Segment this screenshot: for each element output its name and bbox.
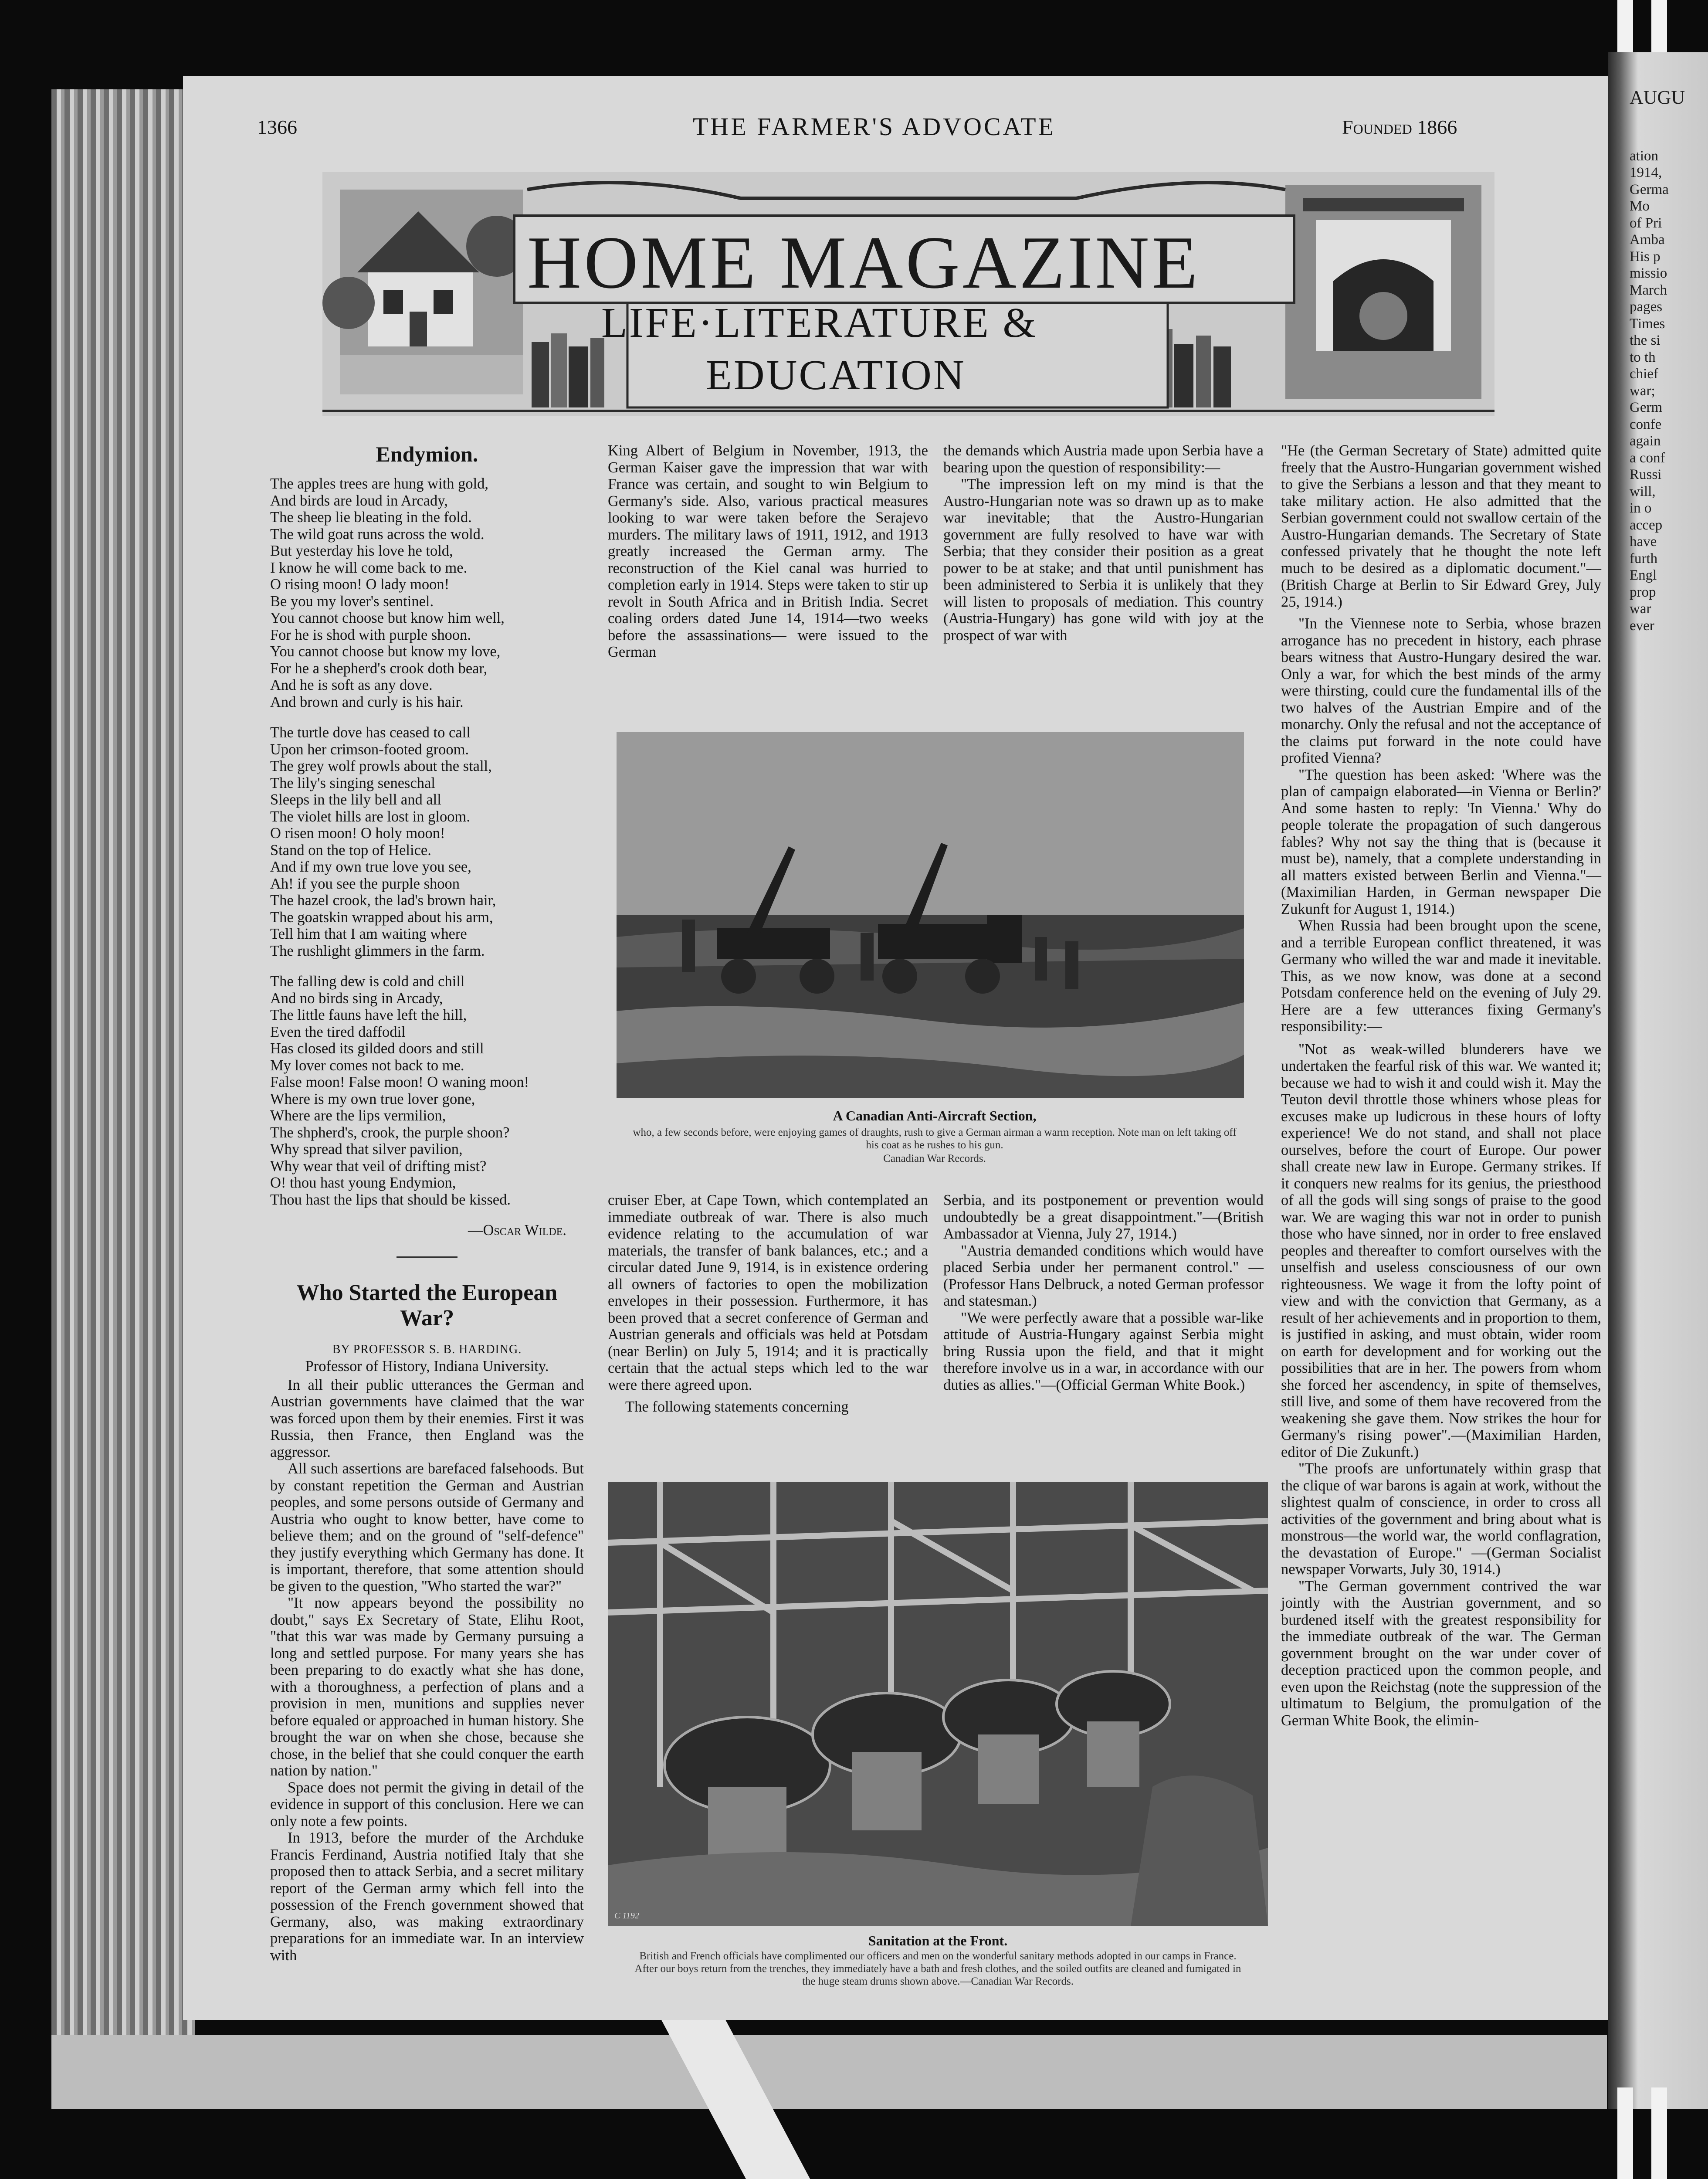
article-paragraph: "Not as weak-willed blunderers have we undertaken the fearful risk of this war. We wanted it; because we had to wish it and could wish it. May the Teuton devil throttle those whiners whose pleas for excuses make up ludicrous in these hours of lofty experience! We do not stand, and shall not place ourselves, before the court of Europe. Our power shall create new law in Europe. Germany strikes. If it conquers new realms for its genius, the priesthood of all the gods will sing songs of praise to the good war. We are waging this war not in order to punish those who have sinned, nor in order to free enslaved peoples and thereafter to comfort ourselves with the unselfish and useless consciousness of our own righteousness. We wage it from the lofty point of view and with the conviction that Germany, as a result of her achievements and in proportion to them, is justified in asking, and must obtain, wider room on earth for development and for working out the possibilities that are in her. The powers from whom she forced her ascendency, in spite of themselves, still live, and some of them have recovered from the weakening she gave them. Now strikes the hour for Germany's rising power".—(Maximilian Harden, editor of Die Zukunft.) [1281,1041,1601,1460]
article-paragraph: "We were perfectly aware that a possible war-like attitude of Austria-Hungary against Serbia might bring Russia upon the field, and that it might therefore involve us in a war, in accordance with our duties as allies."—(Official German White Book.) [943,1309,1264,1393]
figure-title: Sanitation at the Front. [868,1933,1008,1948]
article-paragraph: the demands which Austria made upon Serbia have a bearing upon the question of responsibility:— [943,442,1264,476]
article-paragraph: In all their public utterances the German and Austrian governments have claimed that the war was forced upon them by their enemies. First it was Russia, then France, then England was the aggressor. [270,1376,584,1460]
article-title: Who Started the European War? [296,1280,558,1330]
adjacent-page-line: Amba [1630,232,1665,248]
poem-line: For he is shod with purple shoon. [270,626,471,643]
poem-line: False moon! False moon! O waning moon! [270,1074,529,1090]
poem-line: But yesterday his love he told, [270,543,453,559]
poem-stanza-2 [270,724,584,959]
poem-line: The goatskin wrapped about his arm, [270,909,493,926]
poem-line: The turtle dove has ceased to call [270,724,471,741]
sanitation-scene [608,1482,1268,1926]
poem-line: Where are the lips vermilion, [270,1107,446,1124]
founded-label [1342,115,1457,139]
poem-stanza-3 [270,973,584,1208]
poem-line: Why wear that veil of drifting mist? [270,1157,487,1174]
adjacent-page-line: prop [1630,584,1656,600]
adjacent-page [1608,52,1708,2109]
adjacent-page-line: a conf [1630,450,1665,466]
poem-line: My lover comes not back to me. [270,1057,464,1074]
scanner-bar [1651,2087,1667,2179]
poem-line: Where is my own true lover gone, [270,1090,475,1107]
adjacent-page-line: 1914, [1630,165,1662,180]
poem-line: Stand on the top of Helice. [270,842,431,859]
column-2-middle [608,1192,928,1415]
article-paragraph: "The proofs are unfortunately within grasp that the clique of war barons is again at work, without the slightest qualm of conscience, in order to cross all activities of the government and bring about what is monstrous—the world war, the world conflagration, the devastation of Europe." —(German Socialist newspaper Vorwarts, July 30, 1914.) [1281,1460,1601,1578]
poem-line: Even the tired daffodil [270,1023,406,1040]
adjacent-page-line: Mo [1630,198,1650,214]
adjacent-page-line: war; [1630,383,1655,399]
article-paragraph: Serbia, and its postponement or prevention would undoubtedly be a great disappointment."—(British Ambassador at Vienna, July 27, 1914.) [943,1192,1264,1242]
article-paragraph: All such assertions are barefaced falsehoods. But by constant repetition the German and Austrian peoples, and some persons outside of Germany and Austria who ought to know better, have come to believe them; and on the ground of "self-defence" they justify everything which Germany has done. It is important, therefore, that some attention should be given to the question, "Who started the war?" [270,1460,584,1595]
poem-line: The apples trees are hung with gold, [270,475,489,492]
founded-word: Founded [1342,116,1412,138]
poem-line: And if my own true love you see, [270,859,471,875]
book-bottom-edge [51,2035,1607,2109]
article-paragraph: "The impression left on my mind is that the Austro-Hungarian note was so drawn up as to make war inevitable; that the Austro-Hungarian government are fully resolved to have war with Serbia; that they consider their position as a great power to be at stake; and that until punishment has been administered to Serbia it is unlikely that they will listen to proposals of mediation. This country (Austria-Hungary) has gone wild with joy at the prospect of war with [943,476,1264,644]
article-byline: BY PROFESSOR S. B. HARDING. [332,1342,522,1356]
column-2-top [608,442,928,661]
article-paragraph: Space does not permit the giving in detail of the evidence in support of this conclusion. Here we can only note a few points. [270,1779,584,1829]
poem-line: O risen moon! O holy moon! [270,825,445,842]
section-divider [396,1256,458,1258]
magazine-page [183,76,1608,2020]
poem-line: The violet hills are lost in gloom. [270,808,470,825]
article-paragraph: "In the Viennese note to Serbia, whose brazen arrogance has no precedent in history, each phrase bears witness that Austro-Hungary desired the war. Only a war, for which the best minds of the army were thirsting, could cure the fundamental ills of the two halves of the Austrian Empire and of the monarchy. Only the refusal and not the acceptance of the claims put forward in the note could have profited Vienna? [1281,615,1601,766]
poem-line: The sheep lie bleating in the fold. [270,509,472,526]
adjacent-page-line: Engl [1630,567,1657,583]
adjacent-page-line: ever [1630,618,1654,634]
poem-line: You cannot choose but know my love, [270,643,501,660]
column-3-middle [943,1192,1264,1393]
adjacent-page-line: have [1630,534,1657,550]
poem-line: And brown and curly is his hair. [270,693,464,710]
poem-line: Upon her crimson-footed groom. [270,741,469,758]
poem-line: O! thou hast young Endymion, [270,1174,456,1191]
poem-line: Sleeps in the lily bell and all [270,791,441,808]
poem-line: The rushlight glimmers in the farm. [270,942,485,959]
poem-line: The grey wolf prowls about the stall, [270,758,492,774]
adjacent-page-line: missio [1630,265,1667,281]
poem-line: The shpherd's, crook, the purple shoon? [270,1124,510,1141]
poem-attribution: —Oscar Wilde. [468,1222,566,1239]
article-paragraph: King Albert of Belgium in November, 1913, the German Kaiser gave the impression that war with France was certain, and sought to win Belgium to Germany's side. Also, various practical measures looking to war were taken before the Serajevo murders. The military laws of 1911, 1912, and 1913 greatly increased the German army. The reconstruction of the Kiel canal was hurried to completion early in 1914. Steps were taken to stir up revolt in South Africa and in British India. Secret coaling orders dated June 14, 1914—two weeks before the assassinations— were issued to the German [608,442,928,660]
anti-aircraft-scene [617,732,1244,1098]
photo-anti-aircraft-guns [617,732,1244,1098]
adjacent-page-line: March [1630,282,1667,298]
scanner-bar [1617,2087,1633,2179]
article-paragraph: "It now appears beyond the possibility no doubt," says Ex Secretary of State, Elihu Root, "that this war was made by Germany pursuing a long and settled purpose. For many years she has been preparing to do exactly what she has done, with a thoroughness, a perfection of plans and a provision in men, munitions and supplies never before equaled or approached in human history. She brought the war on when she chose, because she chose, in the belief that she could conquer the earth nation by nation." [270,1595,584,1779]
poem-line: The hazel crook, the lad's brown hair, [270,892,496,909]
poem-line: And birds are loud in Arcady, [270,492,448,509]
poem-line: Ah! if you see the purple shoon [270,875,460,892]
adjacent-page-line: confe [1630,416,1662,432]
plate-number: C 1192 [614,1911,639,1921]
column-3-top [943,442,1264,644]
running-head: THE FARMER'S ADVOCATE [693,112,1056,141]
adjacent-page-line: in o [1630,500,1652,516]
adjacent-page-line: pages [1630,299,1663,315]
poem-line: Thou hast the lips that should be kissed. [270,1191,511,1208]
column-1 [270,442,584,1964]
scanner-bar [1651,0,1667,52]
adjacent-page-fragments [1630,87,1685,634]
poem-line: The wild goat runs across the wold. [270,526,485,543]
figure-caption: who, a few seconds before, were enjoying games of draughts, rush to give a German airman a warm reception. Note man on left taking off his coat as he rushes to his gun. [633,1127,1237,1151]
poem-line: Has closed its gilded doors and still [270,1040,484,1057]
figure-anti-aircraft [610,732,1259,1255]
article-paragraph: The following statements concerning [625,1398,849,1415]
adjacent-page-header: AUGU [1630,87,1685,108]
adjacent-page-line: war [1630,601,1651,617]
poem-line: I know he will come back to me. [270,559,468,576]
adjacent-page-line: Germ [1630,400,1663,415]
home-magazine-masthead [322,172,1494,416]
poem-line: O rising moon! O lady moon! [270,576,450,593]
poem-line: The lily's singing seneschal [270,774,435,791]
poem-line: You cannot choose but know him well, [270,610,505,626]
article-paragraph: "Austria demanded conditions which would have placed Serbia under her permanent control." —(Professor Hans Delbruck, a noted German professor and statesman.) [943,1242,1264,1309]
article-paragraph: When Russia had been brought upon the scene, and a terrible European conflict threatened, it was Germany who willed the war and made it inevitable. This, as we now know, was done at a second Potsdam conference held on the evening of July 29. Here are a few utterances fixing Germany's responsibility:— [1281,917,1601,1035]
poem-line: And no birds sing in Arcady, [270,990,443,1007]
article-paragraph: "The question has been asked: 'Where was the plan of campaign elaborated—in Vienna or Berlin?' And some hasten to reply: 'In Vienna.' Why do people tolerate the propagation of such dangerous fables? Why not say the thing that is (because it must be), namely, that a complete understanding in all matters existed between Berlin and Vienna."—(Maximilian Harden, in German newspaper Die Zukunft for August 1, 1914.) [1281,766,1601,917]
figure-caption: British and French officials have complimented our officers and men on the wonderful sanitary methods adopted in our camps in France. After our boys return from the trenches, they immediately have a bath and fresh clothes, and the soiled outfits are cleaned and fumigated in the huge steam drums shown above.—Canadian War Records. [634,1950,1241,1987]
masthead-subtitle-line1: LIFE·LITERATURE & [601,299,1038,346]
adjacent-page-line: again [1630,433,1661,449]
photo-steam-drums [608,1482,1268,1926]
book-page-edges [51,89,195,2107]
article-paragraph: "The German government contrived the war jointly with the Austrian government, and so burdened itself with the greatest responsibility for the immediate outbreak of the war. The German government brought on the war under cover of deception practiced upon the common people, and even upon the Reichstag (note the suppression of the ultimatum to Belgium, the promulgation of the German White Book, the elimin- [1281,1578,1601,1729]
figure-credit: Canadian War Records. [883,1153,986,1164]
adjacent-page-line: the si [1630,333,1661,348]
poem-line: Be you my lover's sentinel. [270,593,434,610]
adjacent-page-line: Russi [1630,467,1662,482]
adjacent-page-line: to th [1630,349,1656,365]
page-number: 1366 [257,116,297,138]
poem-line: The little fauns have left the hill, [270,1007,467,1023]
poem-line: And he is soft as any dove. [270,677,433,693]
scanner-bar [1617,0,1633,52]
adjacent-page-line: Times [1630,316,1665,332]
poem-title: Endymion. [376,442,478,466]
poem-line: Why spread that silver pavilion, [270,1141,463,1157]
column-4 [1281,442,1601,1729]
adjacent-page-line: chief [1630,366,1658,382]
article-paragraph: In 1913, before the murder of the Archduke Francis Ferdinand, Austria notified Italy that she proposed then to attack Serbia, and a secret military report of the German army which fell into the possession of the French government showed that Germany, also, was making extraordinary preparations for an immediate war. In an interview with [270,1829,584,1964]
article-affiliation: Professor of History, Indiana University. [305,1358,549,1375]
figure-sanitation [608,1482,1268,2005]
article-paragraph: cruiser Eber, at Cape Town, which contemplated an immediate outbreak of war. There is also much evidence relating to the accumulation of war materials, the transfer of bank balances, etc.; and a circular dated June 9, 1914, is in existence ordering all owners of factories to open the mobilization envelopes in their possession. Furthermore, it has been proved that a secret conference of German and Austrian generals and officials was held at Potsdam (near Berlin) on July 5, 1914; and it is practically certain that the actual steps which led to the war were there agreed upon. [608,1192,928,1393]
adjacent-page-line: accep [1630,517,1663,533]
masthead-subtitle-line2: EDUCATION [706,352,966,399]
figure-title: A Canadian Anti-Aircraft Section, [833,1108,1037,1123]
adjacent-page-line: Germa [1630,181,1669,197]
poem-stanza-1 [270,475,584,710]
adjacent-page-line: His p [1630,248,1661,265]
poem-line: The falling dew is cold and chill [270,973,465,990]
poem-line: For he a shepherd's crook doth bear, [270,660,488,677]
adjacent-page-line: of Pri [1630,215,1662,231]
article-paragraph: "He (the German Secretary of State) admitted quite freely that the Austro-Hungarian government wished to give the Serbians a lesson and that they meant to take military action. He also admitted that the Serbian government could not swallow certain of the Austro-Hungarian demands. The Secretary of State confessed privately that he thought the note left much to be desired as a diplomatic document."—(British Charge at Berlin to Sir Edward Grey, July 25, 1914.) [1281,442,1601,610]
adjacent-page-line: furth [1630,550,1658,567]
poem-line: Tell him that I am waiting where [270,926,467,942]
founded-year: 1866 [1417,116,1457,138]
adjacent-page-line: ation [1630,148,1658,164]
masthead-title: HOME MAGAZINE [527,221,1200,304]
adjacent-page-line: will, [1630,483,1656,499]
